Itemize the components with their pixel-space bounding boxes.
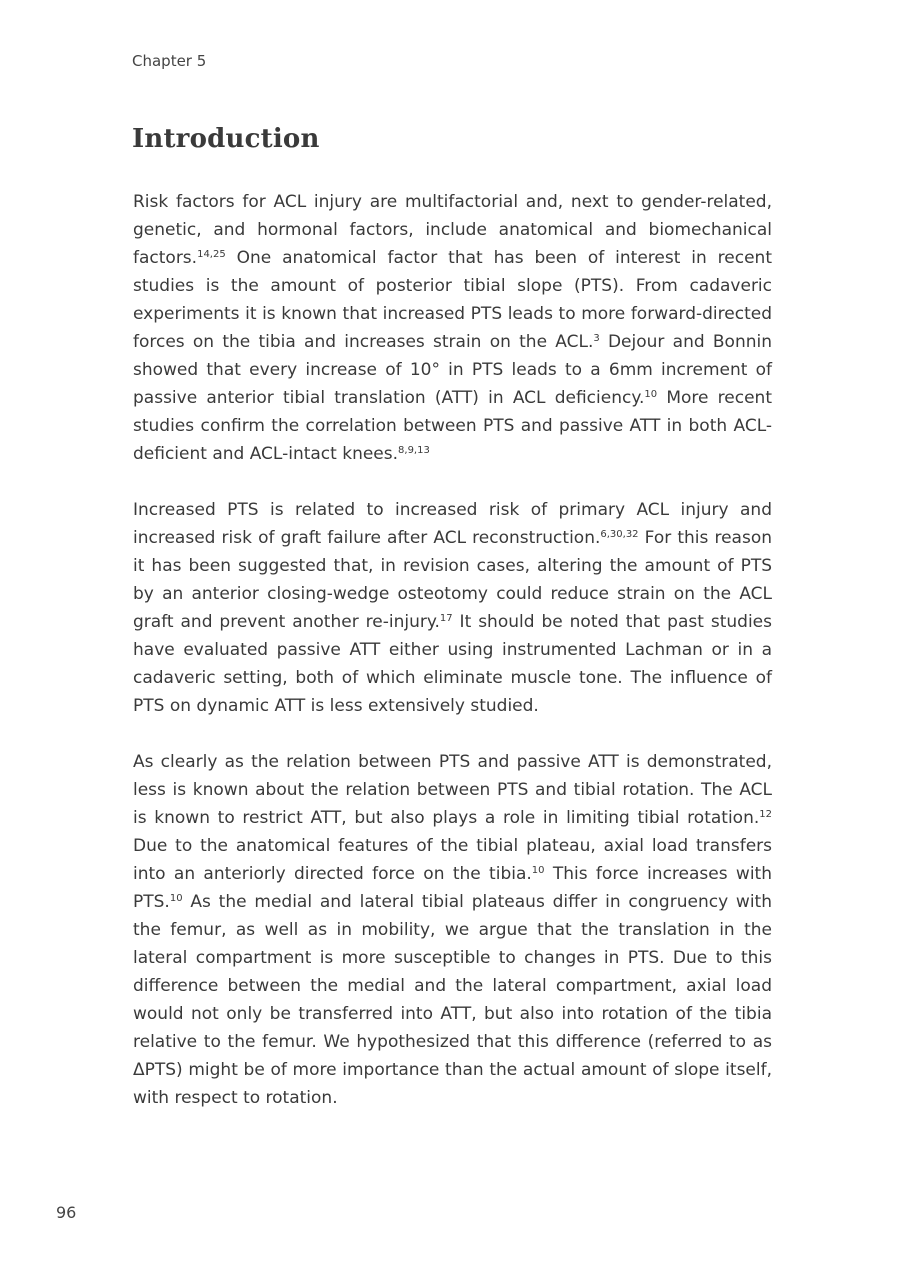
- paragraph: [133, 188, 772, 468]
- paragraph-text: Increased PTS is related to increased risk of primary ACL injury and increased risk of graft failure after ACL reconstruction.: [133, 500, 772, 548]
- paragraph-text: More recent studies confirm the correlation between PTS and passive ATT in both ACL-deficient and ACL-intact knees.: [133, 388, 772, 464]
- paragraph-text: One anatomical factor that has been of interest in recent studies is the amount of posterior tibial slope (PTS). From cadaveric experiments it is known that increased PTS leads to more forward-directed forces on the tibia and increases strain on the ACL.: [133, 248, 772, 352]
- citation-superscript: 10: [169, 893, 183, 904]
- paragraph-text: As the medial and lateral tibial plateaus differ in congruency with the femur, as well as in mobility, we argue that the translation in the lateral compartment is more susceptible to changes in PTS. Due to this difference between the medial and the lateral compartment, axial load would not only be transferred into ATT, but also into rotation of the tibia relative to the femur. We hypothesized that this difference (referred to as ΔPTS) might be of more importance than the actual amount of slope itself, with respect to rotation.: [133, 892, 772, 1108]
- body-text: [133, 188, 772, 1140]
- page-number: 96: [56, 1203, 77, 1222]
- paragraph-text: Dejour and Bonnin showed that every increase of 10° in PTS leads to a 6mm increment of passive anterior tibial translation (ATT) in ACL deficiency.: [133, 332, 772, 408]
- paragraph-text: It should be noted that past studies have evaluated passive ATT either using instrumented Lachman or in a cadaveric setting, both of which eliminate muscle tone. The influence of PTS on dynamic ATT is less extensively studied.: [133, 612, 772, 716]
- paragraph-text: For this reason it has been suggested that, in revision cases, altering the amount of PTS by an anterior closing-wedge osteotomy could reduce strain on the ACL graft and prevent another re-injury.: [133, 528, 772, 632]
- citation-superscript: 14,25: [197, 249, 226, 260]
- citation-superscript: 6,30,32: [600, 529, 639, 540]
- paragraph-text: As clearly as the relation between PTS and passive ATT is demonstrated, less is known about the relation between PTS and tibial rotation. The ACL is known to restrict ATT, but also plays a role in limiting tibial rotation.: [133, 752, 772, 828]
- section-title: Introduction: [132, 124, 320, 154]
- citation-superscript: 10: [531, 865, 545, 876]
- paragraph-text: Risk factors for ACL injury are multifactorial and, next to gender-related, genetic, and hormonal factors, include anatomical and biomechanical factors.: [133, 192, 772, 268]
- paragraph-text: Due to the anatomical features of the tibial plateau, axial load transfers into an anteriorly directed force on the tibia.: [133, 836, 772, 884]
- citation-superscript: 8,9,13: [398, 445, 430, 456]
- running-head: Chapter 5: [132, 52, 207, 70]
- paragraph: [133, 496, 772, 720]
- citation-superscript: 17: [439, 613, 453, 624]
- paragraph: [133, 748, 772, 1112]
- paragraph-text: This force increases with PTS.: [133, 864, 772, 912]
- citation-superscript: 12: [759, 809, 772, 820]
- citation-superscript: 3: [593, 333, 600, 344]
- citation-superscript: 10: [644, 389, 658, 400]
